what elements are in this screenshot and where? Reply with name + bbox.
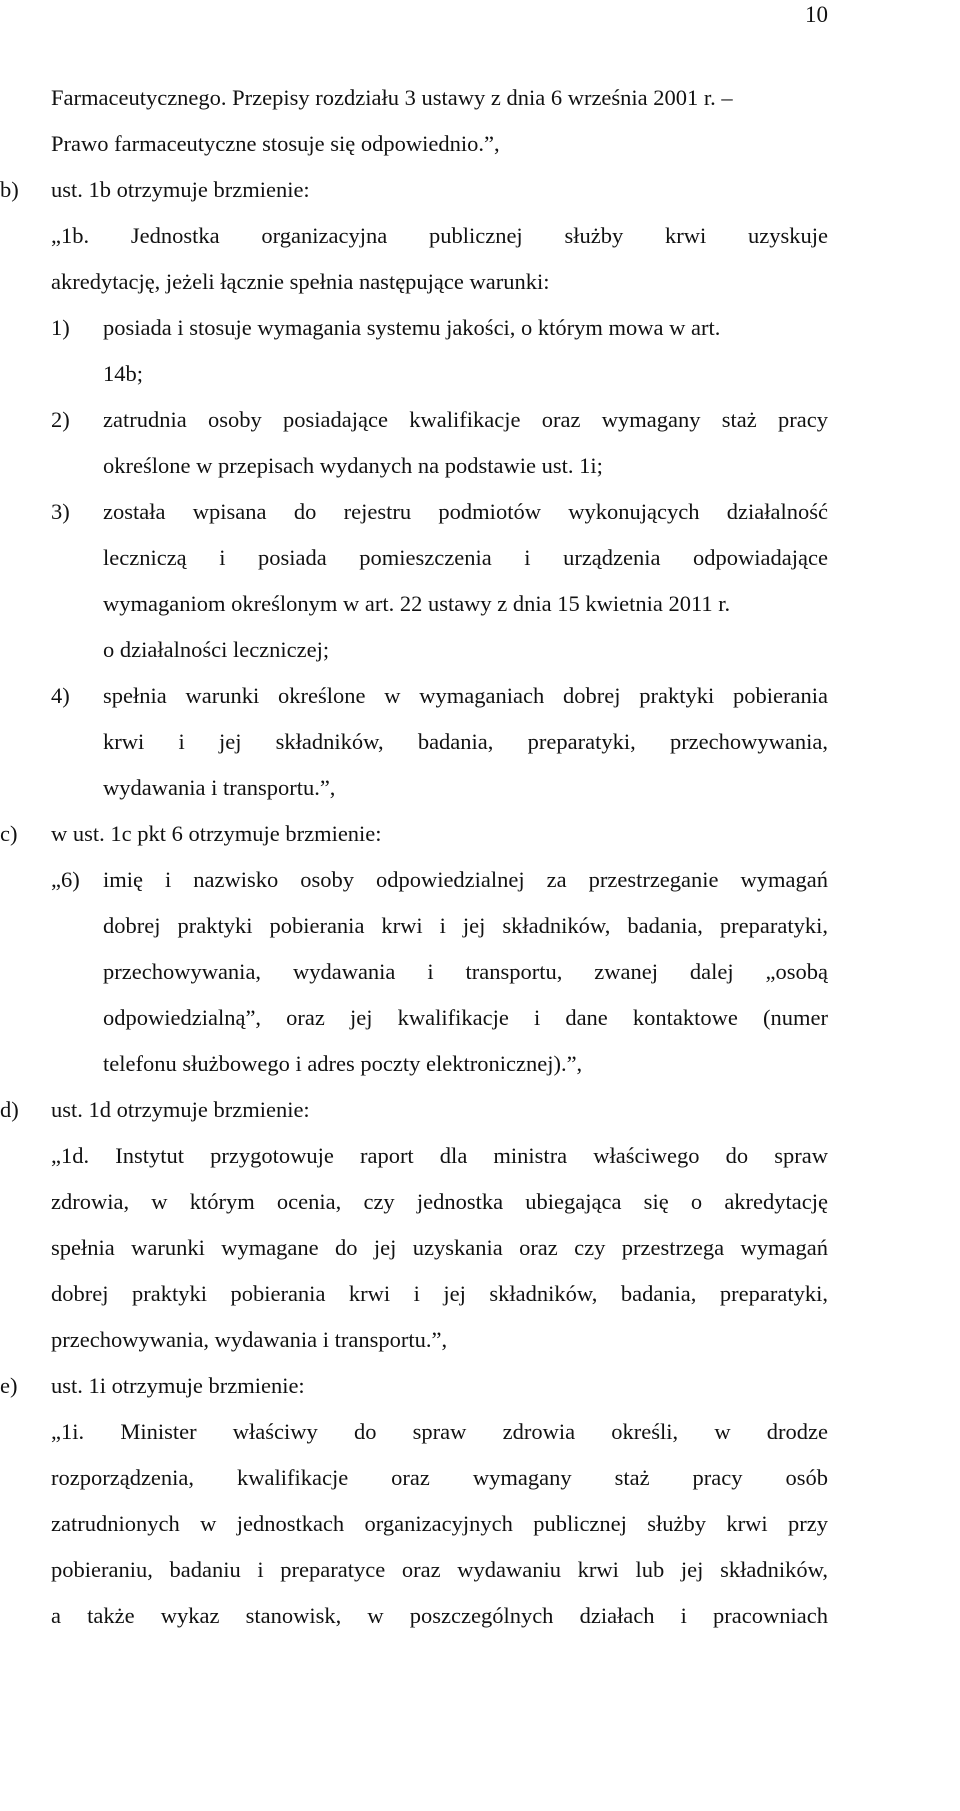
point-number: 1) (51, 315, 70, 340)
text-line: dobrej praktyki pobierania krwi i jej składników, badania, preparatyki, (51, 1281, 828, 1306)
text-line: zdrowia, w którym ocenia, czy jednostka ubiegająca się o akredytację (51, 1189, 828, 1214)
item-label-c: c) (0, 821, 18, 846)
text-line: a także wykaz stanowisk, w poszczególnych działach i pracowniach (51, 1603, 828, 1628)
text-line: leczniczą i posiada pomieszczenia i urządzenia odpowiadające (103, 545, 828, 570)
item-label-d: d) (0, 1097, 19, 1122)
text-line: imię i nazwisko osoby odpowiedzialnej za przestrzeganie wymagań (103, 867, 828, 892)
text-line: określone w przepisach wydanych na podstawie ust. 1i; (103, 453, 603, 478)
text-line: ust. 1d otrzymuje brzmienie: (51, 1097, 310, 1122)
text-line: została wpisana do rejestru podmiotów wykonujących działalność (103, 499, 828, 524)
text-line: telefonu służbowego i adres poczty elektronicznej).”, (103, 1051, 583, 1076)
text-line: przechowywania, wydawania i transportu, zwanej dalej „osobą (103, 959, 828, 984)
item-label-e: e) (0, 1373, 18, 1398)
text-line: zatrudnionych w jednostkach organizacyjnych publicznej służby krwi przy (51, 1511, 828, 1536)
point-number: 2) (51, 407, 70, 432)
text-line: ust. 1b otrzymuje brzmienie: (51, 177, 310, 202)
text-line: wymaganiom określonym w art. 22 ustawy z dnia 15 kwietnia 2011 r. (103, 591, 731, 616)
page-number: 10 (805, 2, 828, 27)
text-line: akredytację, jeżeli łącznie spełnia następujące warunki: (51, 269, 550, 294)
text-line: 14b; (103, 361, 144, 386)
text-line: pobieraniu, badaniu i preparatyce oraz wydawaniu krwi lub jej składników, (51, 1557, 828, 1582)
point-number: „6) (51, 867, 80, 892)
text-line: „1b. Jednostka organizacyjna publicznej służby krwi uzyskuje (51, 223, 828, 248)
text-line: o działalności leczniczej; (103, 637, 330, 662)
text-line: rozporządzenia, kwalifikacje oraz wymagany staż pracy osób (51, 1465, 828, 1490)
item-label-b: b) (0, 177, 19, 202)
text-line: Farmaceutycznego. Przepisy rozdziału 3 ustawy z dnia 6 września 2001 r. – (51, 85, 733, 110)
text-line: w ust. 1c pkt 6 otrzymuje brzmienie: (51, 821, 382, 846)
text-line: „1i. Minister właściwy do spraw zdrowia określi, w drodze (51, 1419, 828, 1444)
point-number: 3) (51, 499, 70, 524)
text-line: przechowywania, wydawania i transportu.”, (51, 1327, 448, 1352)
text-line: dobrej praktyki pobierania krwi i jej składników, badania, preparatyki, (103, 913, 828, 938)
text-line: odpowiedzialną”, oraz jej kwalifikacje i dane kontaktowe (numer (103, 1005, 828, 1030)
text-line: zatrudnia osoby posiadające kwalifikacje oraz wymagany staż pracy (103, 407, 828, 432)
point-number: 4) (51, 683, 70, 708)
text-line: Prawo farmaceutyczne stosuje się odpowiednio.”, (51, 131, 500, 156)
text-line: „1d. Instytut przygotowuje raport dla ministra właściwego do spraw (51, 1143, 828, 1168)
text-line: wydawania i transportu.”, (103, 775, 336, 800)
text-line: spełnia warunki określone w wymaganiach dobrej praktyki pobierania (103, 683, 828, 708)
text-line: spełnia warunki wymagane do jej uzyskania oraz czy przestrzega wymagań (51, 1235, 828, 1260)
text-line: posiada i stosuje wymagania systemu jakości, o którym mowa w art. (103, 315, 721, 340)
text-line: krwi i jej składników, badania, preparatyki, przechowywania, (103, 729, 828, 754)
text-line: ust. 1i otrzymuje brzmienie: (51, 1373, 305, 1398)
